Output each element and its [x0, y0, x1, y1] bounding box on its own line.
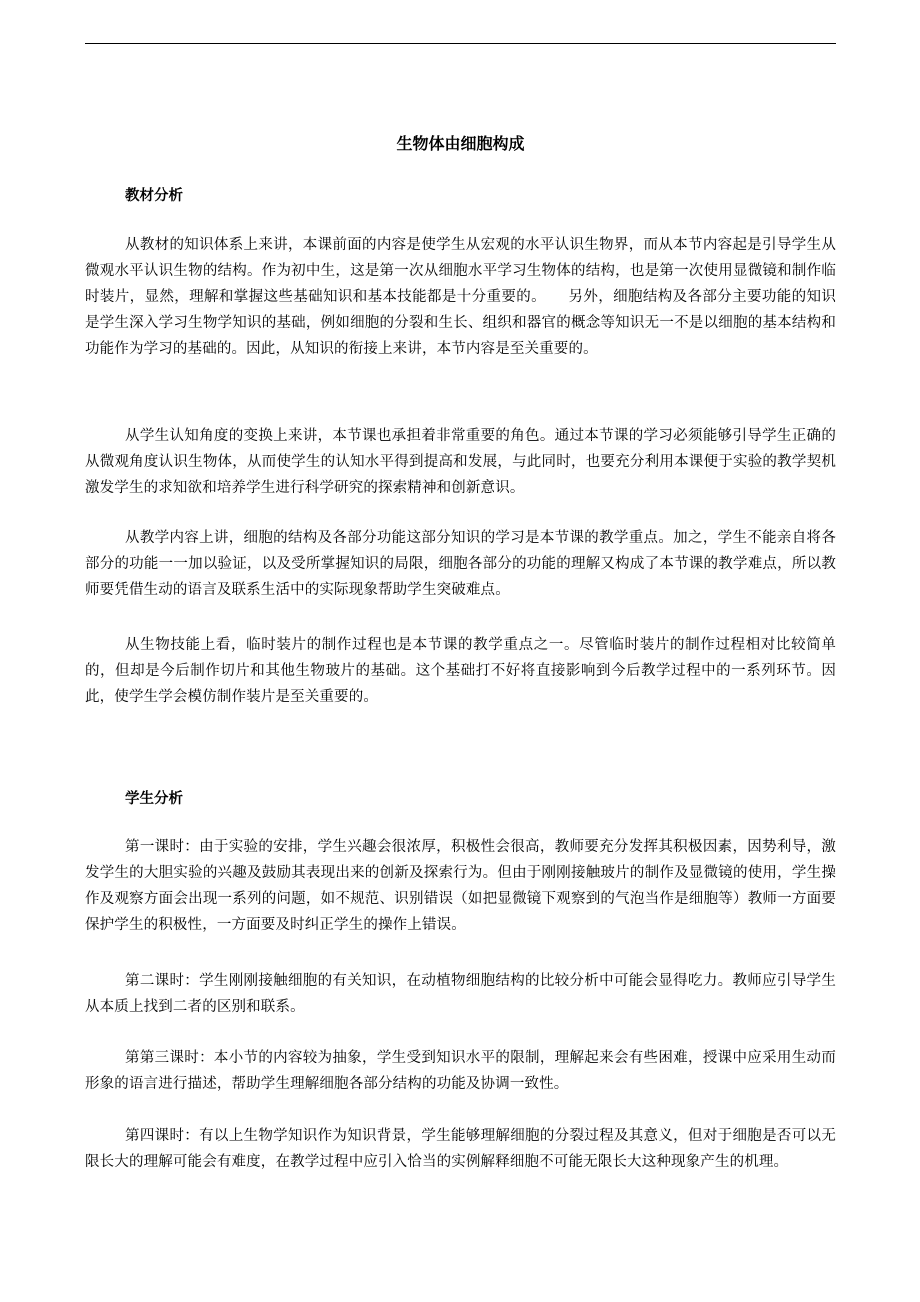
paragraph: 从教学内容上讲，细胞的结构及各部分功能这部分知识的学习是本节课的教学重点。加之，学生不能亲自将各部分的功能一一加以验证，以及受所掌握知识的局限，细胞各部分的功能的理解又构成了本节课的教学难点，所以教师要凭借生动的语言及联系生活中的实际现象帮助学生突破难点。 — [85, 530, 836, 598]
paragraph: 从生物技能上看，临时装片的制作过程也是本节课的教学重点之一。尽管临时装片的制作过程相对比较简单的，但却是今后制作切片和其他生物玻片的基础。这个基础打不好将直接影响到今后教学过程中的一系列环节。因此，使学生学会模仿制作装片是至关重要的。 — [85, 637, 836, 705]
document-title: 生物体由细胞构成 — [396, 134, 525, 153]
paragraph: 从学生认知角度的变换上来讲，本节课也承担着非常重要的角色。通过本节课的学习必须能够引导学生正确的从微观角度认识生物体，从而使学生的认知水平得到提高和发展，与此同时，也要充分利用本课便于实验的教学契机激发学生的求知欲和培养学生进行科学研究的探索精神和创新意识。 — [85, 428, 836, 496]
paragraph: 第二课时：学生刚刚接触细胞的有关知识，在动植物细胞结构的比较分析中可能会显得吃力。教师应引导学生从本质上找到二者的区别和联系。 — [85, 973, 836, 1015]
paragraph: 第第三课时：本小节的内容较为抽象，学生受到知识水平的限制，理解起来会有些困难，授课中应采用生动而形象的语言进行描述，帮助学生理解细胞各部分结构的功能及协调一致性。 — [85, 1050, 836, 1092]
section-heading-textbook-analysis: 教材分析 — [125, 188, 183, 204]
paragraph: 第一课时：由于实验的安排，学生兴趣会很浓厚，积极性会很高，教师要充分发挥其积极因素，因势利导，激发学生的大胆实验的兴趣及鼓励其表现出来的创新及探索行为。但由于刚刚接触玻片的制作及显微镜的使用，学生操作及观察方面会出现一系列的问题，如不规范、识别错误（如把显微镜下观察到的气泡当作是细胞等）教师一方面要保护学生的积极性，一方面要及时纠正学生的操作上错误。 — [85, 839, 836, 933]
section-heading-student-analysis: 学生分析 — [125, 791, 183, 807]
paragraph: 从教材的知识体系上来讲，本课前面的内容是使学生从宏观的水平认识生物界，而从本节内容起是引导学生从微观水平认识生物的结构。作为初中生，这是第一次从细胞水平学习生物体的结构，也是第一次使用显微镜和制作临时装片，显然，理解和掌握这些基础知识和基本技能都是十分重要的。 另外，细胞结构及各部分主要功能的知识是学生深入学习生物学知识的基础，例如细胞的分裂和生长、组织和器官的概念等知识无一不是以细胞的基本结构和功能作为学习的基础的。因此，从知识的衔接上来讲，本节内容是至关重要的。 — [85, 237, 836, 357]
header-rule — [85, 43, 836, 44]
paragraph: 第四课时：有以上生物学知识作为知识背景，学生能够理解细胞的分裂过程及其意义，但对于细胞是否可以无限长大的理解可能会有难度，在教学过程中应引入恰当的实例解释细胞不可能无限长大这种现象产生的机理。 — [85, 1128, 836, 1170]
